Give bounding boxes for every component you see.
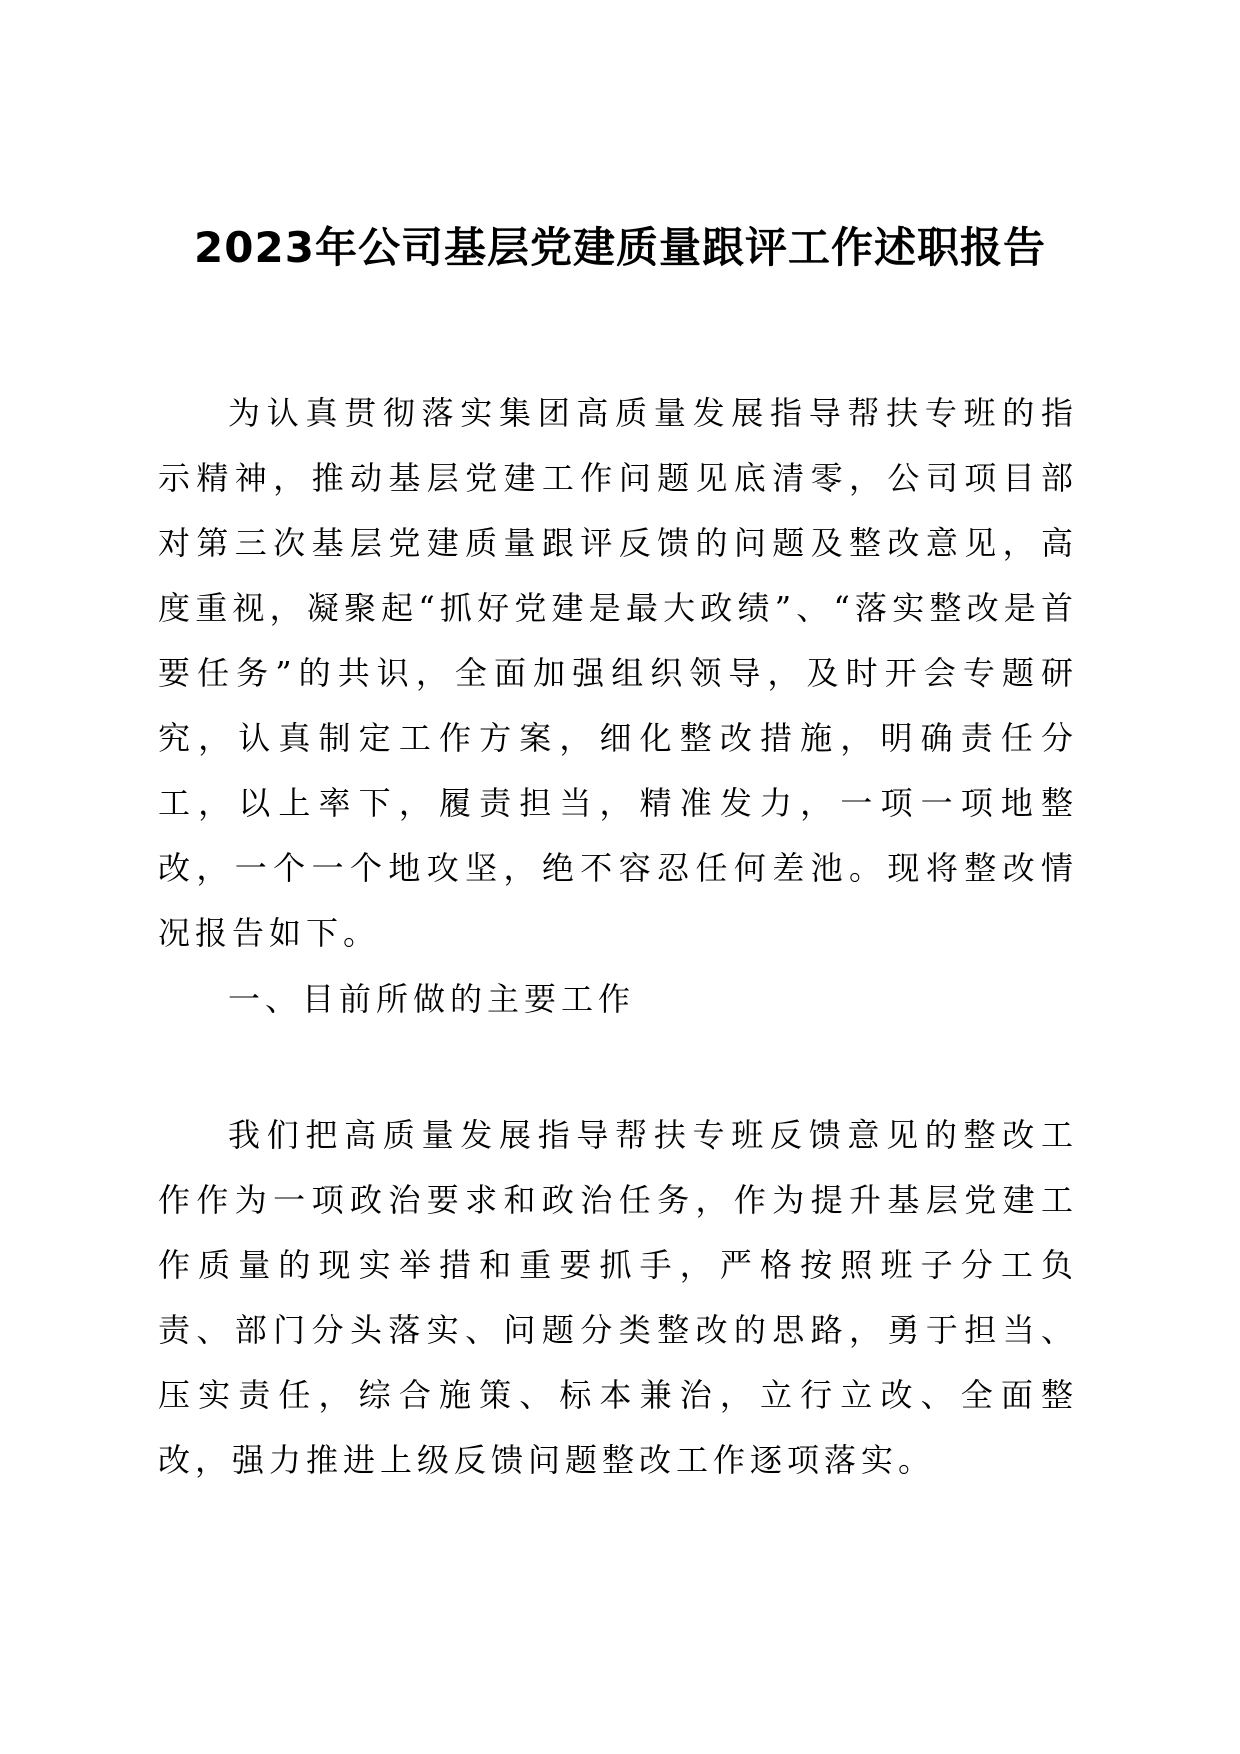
- body-paragraph: 我们把高质量发展指导帮扶专班反馈意见的整改工作作为一项政治要求和政治任务，作为提升基层党建工作质量的现实举措和重要抓手，严格按照班子分工负责、部门分头落实、问题分类整改的思路，勇于担当、压实责任，综合施策、标本兼治，立行立改、全面整改，强力推进上级反馈问题整改工作逐项落实。: [158, 1116, 1078, 1479]
- section-heading: 一、目前所做的主要工作: [228, 980, 636, 1018]
- document-title: 2023年公司基层党建质量跟评工作述职报告: [194, 223, 1046, 272]
- intro-paragraph: 为认真贯彻落实集团高质量发展指导帮扶专班的指示精神，推动基层党建工作问题见底清零，公司项目部对第三次基层党建质量跟评反馈的问题及整改意见，高度重视，凝聚起“抓好党建是最大政绩”、“落实整改是首要任务”的共识，全面加强组织领导，及时开会专题研究，认真制定工作方案，细化整改措施，明确责任分工，以上率下，履责担当，精准发力，一项一项地整改，一个一个地攻坚，绝不容忍任何差池。现将整改情况报告如下。: [158, 394, 1078, 952]
